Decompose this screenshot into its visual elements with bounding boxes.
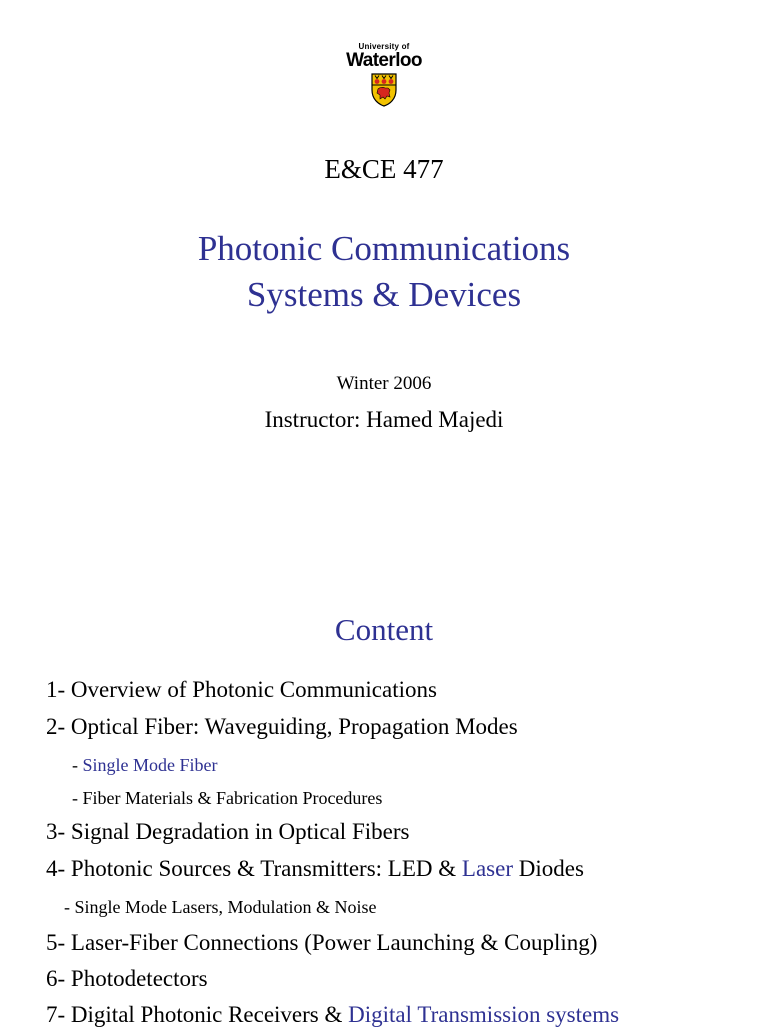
university-logo xyxy=(0,42,768,107)
list-item-text: 7- Digital Photonic Receivers & xyxy=(46,1002,349,1027)
digital-transmission-link[interactable]: Digital Transmission systems xyxy=(348,1002,620,1027)
list-item xyxy=(46,854,584,884)
list-item: 6- Photodetectors xyxy=(46,966,208,991)
sub-list-item: - Fiber Materials & Fabrication Procedures xyxy=(72,788,383,808)
sub-list-item xyxy=(72,753,218,777)
list-item: 3- Signal Degradation in Optical Fibers xyxy=(46,819,410,844)
list-item: 5- Laser-Fiber Connections (Power Launching & Coupling) xyxy=(46,930,598,955)
course-title-line1: Photonic Communications xyxy=(197,229,571,268)
list-item xyxy=(46,1000,619,1030)
sub-list-item: - Single Mode Lasers, Modulation & Noise xyxy=(64,897,377,917)
course-title-line2: Systems & Devices xyxy=(246,275,522,314)
content-heading: Content xyxy=(334,612,434,647)
laser-link[interactable]: Laser xyxy=(461,856,513,881)
term: Winter 2006 xyxy=(336,373,432,394)
single-mode-fiber-link[interactable]: Single Mode Fiber xyxy=(82,755,218,775)
list-item-text: 4- Photonic Sources & Transmitters: LED & xyxy=(46,856,462,881)
logo-waterloo: Waterloo xyxy=(346,50,422,71)
instructor: Instructor: Hamed Majedi xyxy=(264,407,504,432)
sub-list-dash: - xyxy=(72,755,83,775)
crest-icon xyxy=(371,73,397,107)
list-item-text: Diodes xyxy=(513,856,584,881)
logo-university-of: University of xyxy=(358,42,410,51)
list-item: 1- Overview of Photonic Communications xyxy=(46,677,437,702)
course-code: E&CE 477 xyxy=(324,154,444,184)
list-item: 2- Optical Fiber: Waveguiding, Propagation Modes xyxy=(46,714,518,739)
